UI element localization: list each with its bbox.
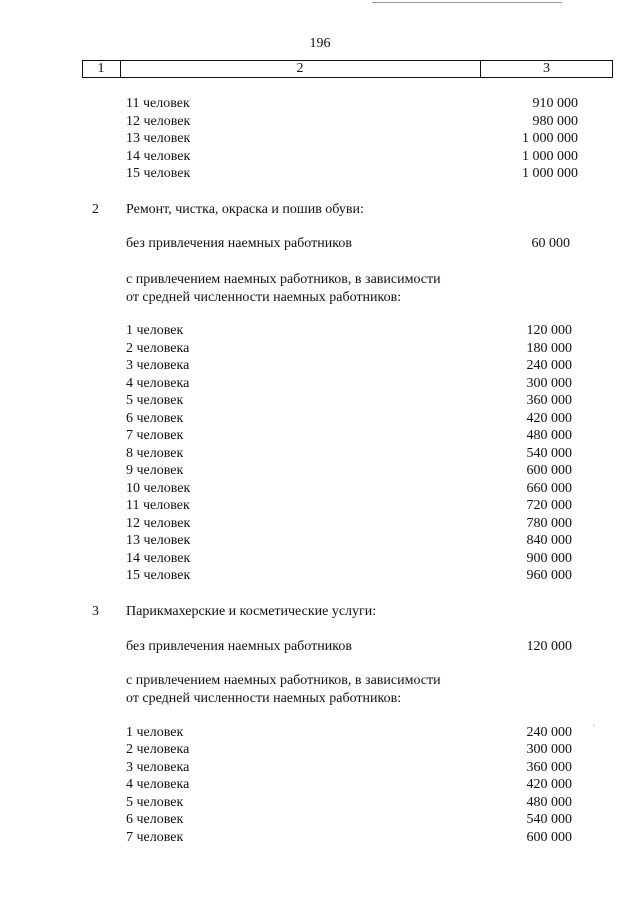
row-value: 1 000 000	[522, 131, 578, 146]
row-value: 600 000	[526, 463, 572, 478]
row-value: 1 000 000	[522, 166, 578, 181]
section-title: Парикмахерские и косметические услуги:	[126, 604, 377, 619]
row-value: 300 000	[526, 376, 572, 391]
row-label: 12 человек	[126, 114, 191, 129]
row-value: 980 000	[532, 114, 578, 129]
row-value: 240 000	[526, 725, 572, 740]
row-label: 1 человек	[126, 323, 184, 338]
row-value: 360 000	[526, 760, 572, 775]
row-value: 780 000	[526, 516, 572, 531]
row-value: 910 000	[532, 96, 578, 111]
row-value: 480 000	[526, 428, 572, 443]
row-value: 540 000	[526, 446, 572, 461]
row-label: 3 человека	[126, 358, 190, 373]
row-label: 13 человек	[126, 131, 191, 146]
row-label: 5 человек	[126, 795, 184, 810]
with-employees-text-2: от средней численности наемных работников:	[126, 290, 402, 305]
with-employees-text-1: с привлечением наемных работников, в зависимости	[126, 272, 441, 287]
row-value: 120 000	[526, 323, 572, 338]
row-value: 840 000	[526, 533, 572, 548]
row-label: 3 человека	[126, 760, 190, 775]
section-number: 2	[92, 202, 99, 217]
row-value: 1 000 000	[522, 149, 578, 164]
no-employees-value: 120 000	[526, 639, 572, 654]
row-label: 7 человек	[126, 428, 184, 443]
row-label: 2 человека	[126, 341, 190, 356]
no-employees-value: 60 000	[531, 236, 570, 251]
header-col-2: 2	[296, 61, 304, 76]
row-value: 240 000	[526, 358, 572, 373]
row-value: 180 000	[526, 341, 572, 356]
row-label: 15 человек	[126, 166, 191, 181]
row-value: 480 000	[526, 795, 572, 810]
row-label: 14 человек	[126, 551, 191, 566]
row-label: 10 человек	[126, 481, 191, 496]
row-label: 11 человек	[126, 498, 190, 513]
row-label: 6 человек	[126, 411, 184, 426]
row-label: 14 человек	[126, 149, 191, 164]
scan-mark: ′	[593, 723, 595, 733]
row-label: 13 человек	[126, 533, 191, 548]
row-value: 360 000	[526, 393, 572, 408]
row-label: 4 человека	[126, 376, 190, 391]
row-label: 15 человек	[126, 568, 191, 583]
row-value: 960 000	[526, 568, 572, 583]
with-employees-text-2: от средней численности наемных работников:	[126, 691, 402, 706]
row-value: 300 000	[526, 742, 572, 757]
scan-edge-line	[372, 2, 562, 3]
row-value: 420 000	[526, 411, 572, 426]
row-label: 4 человека	[126, 777, 190, 792]
row-value: 420 000	[526, 777, 572, 792]
table-header	[82, 60, 613, 78]
no-employees-label: без привлечения наемных работников	[126, 236, 352, 251]
section-number: 3	[92, 604, 99, 619]
row-label: 7 человек	[126, 830, 184, 845]
row-label: 2 человека	[126, 742, 190, 757]
row-value: 660 000	[526, 481, 572, 496]
row-label: 8 человек	[126, 446, 184, 461]
header-col-1: 1	[97, 61, 105, 76]
row-value: 720 000	[526, 498, 572, 513]
row-label: 6 человек	[126, 812, 184, 827]
row-label: 5 человек	[126, 393, 184, 408]
row-value: 540 000	[526, 812, 572, 827]
row-value: 900 000	[526, 551, 572, 566]
with-employees-text-1: с привлечением наемных работников, в зависимости	[126, 673, 441, 688]
row-label: 12 человек	[126, 516, 191, 531]
header-col-3: 3	[543, 61, 550, 76]
section-title: Ремонт, чистка, окраска и пошив обуви:	[126, 202, 364, 217]
row-label: 1 человек	[126, 725, 184, 740]
no-employees-label: без привлечения наемных работников	[126, 639, 352, 654]
page-number: 196	[309, 36, 331, 51]
header-border-right	[612, 61, 613, 77]
row-value: 600 000	[526, 830, 572, 845]
row-label: 11 человек	[126, 96, 190, 111]
row-label: 9 человек	[126, 463, 184, 478]
